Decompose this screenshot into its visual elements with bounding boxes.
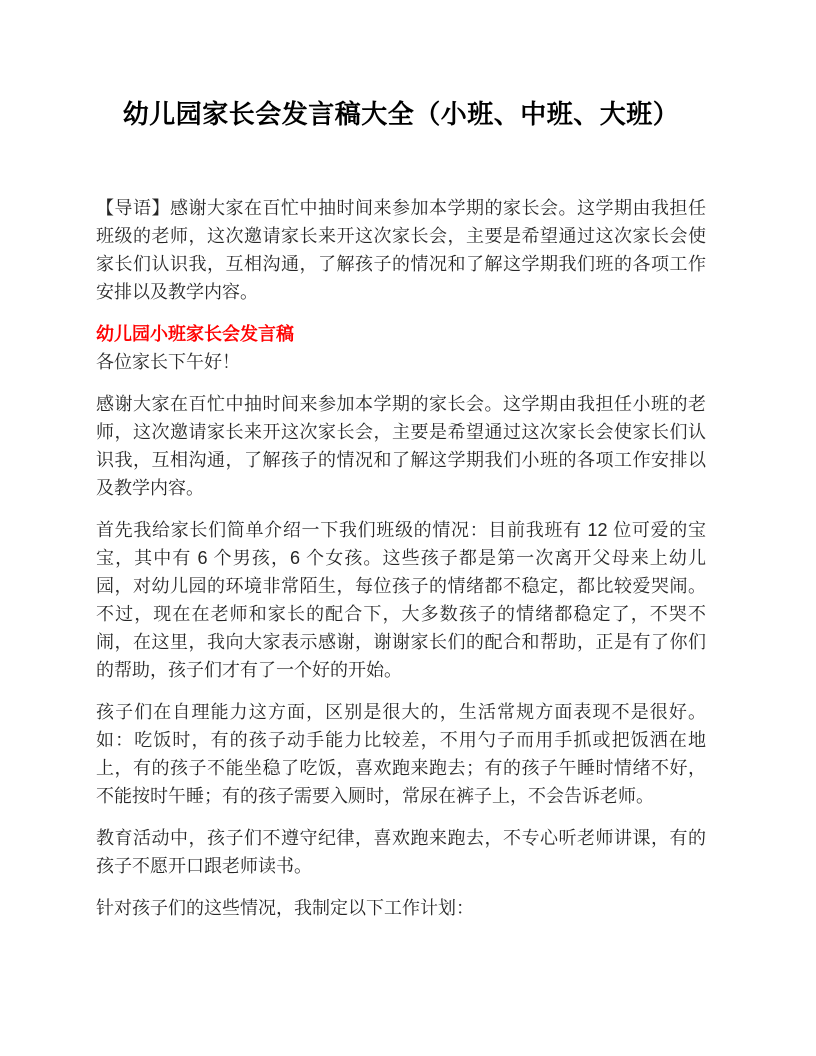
greeting-line: 各位家长下午好！ [96,352,240,372]
document-title: 幼儿园家长会发言稿大全（小班、中班、大班） [122,99,680,129]
intro-paragraph: 【导语】感谢大家在百忙中抽时间来参加本学期的家长会。这学期由我担任班级的老师，这次邀请家长来开这次家长会，主要是希望通过这次家长会使家长们认识我，互相沟通，了解孩子的情况和了解这学期我们班的各项工作安排以及教学内容。 [96,198,706,302]
body-paragraph: 孩子们在自理能力这方面，区别是很大的，生活常规方面表现不是很好。如：吃饭时，有的孩子动手能力比较差，不用勺子而用手抓或把饭洒在地上，有的孩子不能坐稳了吃饭，喜欢跑来跑去；有的孩子午睡时情绪不好，不能按时午睡；有的孩子需要入厕时，常尿在裤子上，不会告诉老师。 [96,702,706,806]
body-paragraph: 感谢大家在百忙中抽时间来参加本学期的家长会。这学期由我担任小班的老师，这次邀请家长来开这次家长会，主要是希望通过这次家长会使家长们认识我，互相沟通，了解孩子的情况和了解这学期我们小班的各项工作安排以及教学内容。 [96,394,706,498]
body-paragraph: 教育活动中，孩子们不遵守纪律，喜欢跑来跑去，不专心听老师讲课，有的孩子不愿开口跟老师读书。 [96,828,706,876]
body-paragraph: 针对孩子们的这些情况，我制定以下工作计划： [96,898,474,918]
body-paragraph: 首先我给家长们简单介绍一下我们班级的情况：目前我班有 12 位可爱的宝宝，其中有 6 个男孩，6 个女孩。这些孩子都是第一次离开父母来上幼儿园，对幼儿园的环境非常陌生，每位孩子的情绪都不稳定，都比较爱哭闹。不过，现在在老师和家长的配合下，大多数孩子的情绪都稳定了，不哭不闹，在这里，我向大家表示感谢，谢谢家长们的配合和帮助，正是有了你们的帮助，孩子们才有了一个好的开始。 [96,520,706,680]
section-heading-small-class: 幼儿园小班家长会发言稿 [96,324,294,344]
document-content [96,96,706,922]
